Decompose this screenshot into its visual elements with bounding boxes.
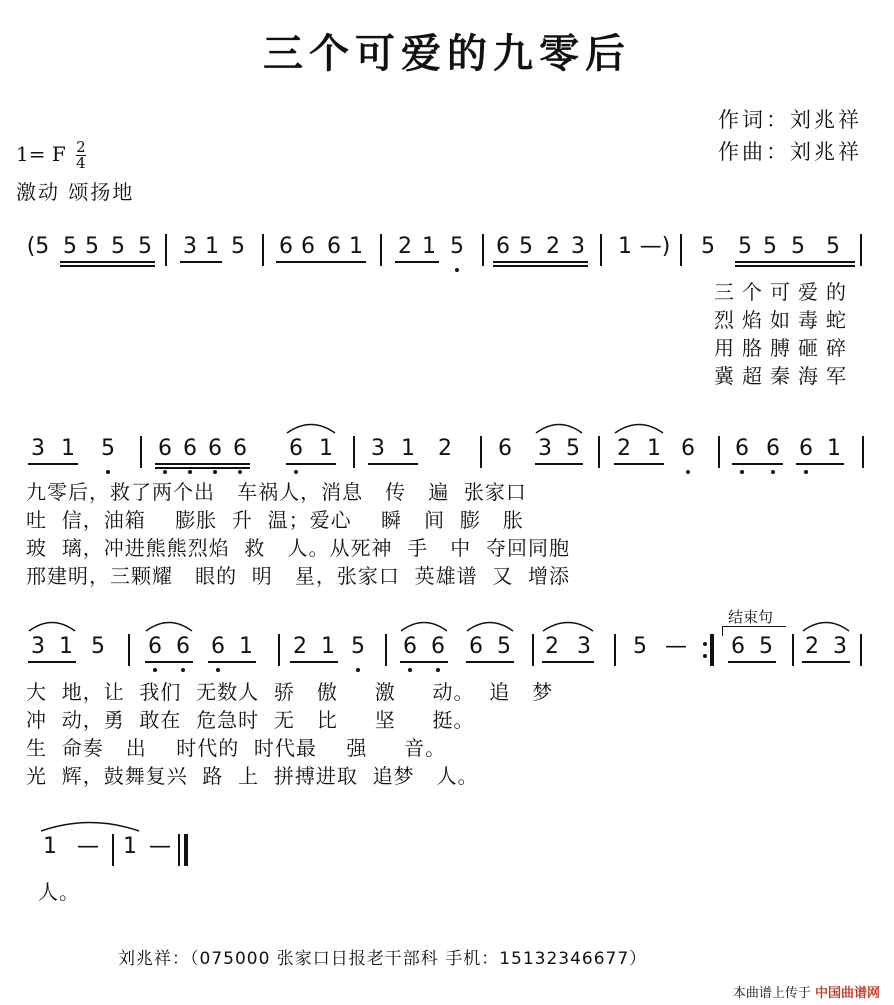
low-octave-dot xyxy=(686,470,690,474)
note: 1 xyxy=(61,436,75,461)
site-watermark xyxy=(733,982,880,1001)
note: 2 xyxy=(398,234,412,259)
lyric-verse-3: 用胳膊砸碎 xyxy=(714,336,854,360)
barline xyxy=(482,234,484,266)
beam-underline xyxy=(735,261,855,263)
lyrics-block-2 xyxy=(26,478,570,590)
slur xyxy=(542,618,594,632)
note: 5 xyxy=(701,234,715,259)
low-octave-dot xyxy=(238,470,242,474)
lyrics-block-3 xyxy=(26,678,553,790)
note: 1 xyxy=(827,436,841,461)
note: 5 xyxy=(633,634,647,659)
key-label: 1= F xyxy=(16,142,66,166)
barline xyxy=(178,834,180,866)
note: 3 xyxy=(371,436,385,461)
note: 5 xyxy=(759,634,773,659)
low-octave-dot xyxy=(804,470,808,474)
beam-underline xyxy=(535,463,583,465)
beam-underline xyxy=(395,261,439,263)
time-denominator: 4 xyxy=(76,154,86,172)
note: 6 xyxy=(469,634,483,659)
lyric-line: 冲 动，勇 敢在 危急时 无 比 坚 挺。 xyxy=(26,708,475,732)
low-octave-dot xyxy=(213,470,217,474)
lyric-verse-2: 烈焰如毒蛇 xyxy=(714,308,854,332)
note: 5 xyxy=(231,234,245,259)
composer-credit: 作曲：刘兆祥 xyxy=(718,140,862,164)
barline xyxy=(165,234,167,266)
note: 6 xyxy=(681,436,695,461)
note: 5 xyxy=(497,634,511,659)
note: 5 xyxy=(566,436,580,461)
time-signature xyxy=(76,140,86,171)
beam-underline xyxy=(145,661,193,663)
note: 5 xyxy=(351,634,365,659)
note: 3 xyxy=(538,436,552,461)
score-line-4 xyxy=(0,830,894,870)
note: — xyxy=(77,834,99,859)
lyric-final: 人。 xyxy=(38,880,80,904)
note: 1 xyxy=(618,234,632,259)
note: 1 xyxy=(401,436,415,461)
score-line-3 xyxy=(0,630,894,670)
slur xyxy=(466,618,514,632)
lyric-line: 九零后，救了两个出 车祸人，消息 传 遍 张家口 xyxy=(26,480,527,504)
final-barline xyxy=(710,634,714,666)
barline xyxy=(860,634,862,666)
note: 6 xyxy=(183,436,197,461)
note: —) xyxy=(639,234,671,259)
low-octave-dot xyxy=(294,470,298,474)
beam-underline xyxy=(28,661,76,663)
beam-underline xyxy=(208,661,256,663)
low-octave-dot xyxy=(106,470,110,474)
lyric-line: 玻 璃，冲进熊熊烈焰 救 人。从死神 手 中 夺回同胞 xyxy=(26,536,571,560)
low-octave-dot xyxy=(455,268,459,272)
slur xyxy=(614,420,664,434)
low-octave-dot xyxy=(153,668,157,672)
note: 6 xyxy=(799,436,813,461)
slur xyxy=(28,618,76,632)
note: 6 xyxy=(498,436,512,461)
beam-underline xyxy=(60,261,155,263)
note: 5 xyxy=(738,234,752,259)
key-signature xyxy=(16,140,86,171)
slur xyxy=(802,618,850,632)
lyric-line: 生 命奏 出 时代的 时代最 强 音。 xyxy=(26,736,447,760)
note: 1 xyxy=(123,834,137,859)
beam-underline xyxy=(368,463,418,465)
ending-label: 结束句 xyxy=(728,608,774,626)
low-octave-dot xyxy=(771,470,775,474)
beam-underline xyxy=(802,661,850,663)
barline xyxy=(353,436,355,468)
note: 5 xyxy=(763,234,777,259)
watermark-brand: 中国曲谱网 xyxy=(814,986,880,1001)
note: 1 xyxy=(422,234,436,259)
note: 6 xyxy=(327,234,341,259)
lyric-line: 吐 信，油箱 膨胀 升 温；爱心 瞬 间 膨 胀 xyxy=(26,508,524,532)
barline xyxy=(262,234,264,266)
repeat-dot xyxy=(703,642,707,646)
score-line-1 xyxy=(0,230,894,270)
note: 2 xyxy=(293,634,307,659)
barline xyxy=(860,234,862,266)
note: — xyxy=(665,634,687,659)
note: 2 xyxy=(438,436,452,461)
note: 2 xyxy=(545,634,559,659)
note: 3 xyxy=(833,634,847,659)
time-numerator: 2 xyxy=(76,138,86,156)
slur xyxy=(40,818,140,832)
barline xyxy=(792,634,794,666)
lyric-line: 光 辉，鼓舞复兴 路 上 拼搏进取 追梦 人。 xyxy=(26,764,479,788)
barline xyxy=(680,234,682,266)
note: 5 xyxy=(826,234,840,259)
note: 3 xyxy=(571,234,585,259)
note: 1 xyxy=(59,634,73,659)
barline xyxy=(600,234,602,266)
low-octave-dot xyxy=(408,668,412,672)
note: 5 xyxy=(91,634,105,659)
barline xyxy=(112,834,114,866)
final-barline xyxy=(184,834,188,866)
lyric-verse-1: 三个可爱的 xyxy=(714,280,854,304)
slur xyxy=(286,420,336,434)
note: 1 xyxy=(319,436,333,461)
slur xyxy=(400,618,448,632)
note: 6 xyxy=(148,634,162,659)
note: 5 xyxy=(791,234,805,259)
lyric-line: 大 地，让 我们 无数人 骄 傲 激 动。 追 梦 xyxy=(26,680,554,704)
barline xyxy=(718,436,720,468)
note: 6 xyxy=(731,634,745,659)
note: 6 xyxy=(403,634,417,659)
low-octave-dot xyxy=(163,470,167,474)
beam-underline xyxy=(286,463,336,465)
beam-underline xyxy=(735,265,855,267)
barline xyxy=(532,634,534,666)
note: 2 xyxy=(805,634,819,659)
beam-underline xyxy=(276,261,366,263)
beam-underline xyxy=(155,467,250,469)
low-octave-dot xyxy=(188,470,192,474)
note: 2 xyxy=(546,234,560,259)
score-line-2 xyxy=(0,432,894,472)
watermark-text: 本曲谱上传于 xyxy=(732,986,811,1001)
barline xyxy=(480,436,482,468)
beam-underline xyxy=(542,661,594,663)
note: 1 xyxy=(349,234,363,259)
beam-underline xyxy=(28,463,78,465)
note: 6 xyxy=(289,436,303,461)
barline xyxy=(862,436,864,468)
tempo-marking: 激动 颂扬地 xyxy=(16,180,135,204)
barline xyxy=(385,634,387,666)
beam-underline xyxy=(614,463,664,465)
lyric-verse-4: 冀超秦海军 xyxy=(714,364,854,388)
beam-underline xyxy=(493,265,588,267)
note: 6 xyxy=(158,436,172,461)
beam-underline xyxy=(493,261,588,263)
note: 1 xyxy=(239,634,253,659)
beam-underline xyxy=(796,463,844,465)
low-octave-dot xyxy=(356,668,360,672)
note: 2 xyxy=(617,436,631,461)
note: 6 xyxy=(208,436,222,461)
note: 6 xyxy=(301,234,315,259)
beam-underline xyxy=(60,265,155,267)
note: 6 xyxy=(211,634,225,659)
repeat-dot xyxy=(703,654,707,658)
note: — xyxy=(149,834,171,859)
low-octave-dot xyxy=(740,470,744,474)
contact-footer: 刘兆祥：（075000 张家口日报老干部科 手机：15132346677） xyxy=(118,949,648,969)
note: 6 xyxy=(431,634,445,659)
intro-lyrics xyxy=(714,278,854,390)
note: 5 xyxy=(63,234,77,259)
beam-underline xyxy=(290,661,338,663)
beam-underline xyxy=(400,661,448,663)
note: 6 xyxy=(279,234,293,259)
note: 6 xyxy=(735,436,749,461)
barline xyxy=(380,234,382,266)
note: 3 xyxy=(183,234,197,259)
low-octave-dot xyxy=(181,668,185,672)
note: 3 xyxy=(31,634,45,659)
slur xyxy=(535,420,583,434)
beam-underline xyxy=(180,261,222,263)
note: 5 xyxy=(519,234,533,259)
note: 5 xyxy=(85,234,99,259)
beam-underline xyxy=(728,661,776,663)
ending-bracket xyxy=(722,626,786,627)
beam-underline xyxy=(466,661,514,663)
note: 1 xyxy=(321,634,335,659)
note: 6 xyxy=(766,436,780,461)
slur xyxy=(145,618,193,632)
lyricist-credit: 作词：刘兆祥 xyxy=(718,108,862,132)
song-title: 三个可爱的九零后 xyxy=(263,30,631,77)
note: 5 xyxy=(138,234,152,259)
note: 6 xyxy=(496,234,510,259)
low-octave-dot xyxy=(216,668,220,672)
barline xyxy=(128,634,130,666)
note: 1 xyxy=(205,234,219,259)
note: 6 xyxy=(233,436,247,461)
note: 5 xyxy=(450,234,464,259)
note: 3 xyxy=(31,436,45,461)
beam-underline xyxy=(155,463,250,465)
barline xyxy=(140,436,142,468)
barline xyxy=(614,634,616,666)
note: (5 xyxy=(26,234,50,259)
note: 6 xyxy=(176,634,190,659)
barline xyxy=(598,436,600,468)
beam-underline xyxy=(732,463,783,465)
note: 5 xyxy=(111,234,125,259)
note: 1 xyxy=(647,436,661,461)
lyric-line: 邢建明，三颗耀 眼的 明 星，张家口 英雄谱 又 增添 xyxy=(26,564,571,588)
note: 5 xyxy=(101,436,115,461)
note: 1 xyxy=(43,834,57,859)
low-octave-dot xyxy=(436,668,440,672)
note: 3 xyxy=(577,634,591,659)
barline xyxy=(278,634,280,666)
